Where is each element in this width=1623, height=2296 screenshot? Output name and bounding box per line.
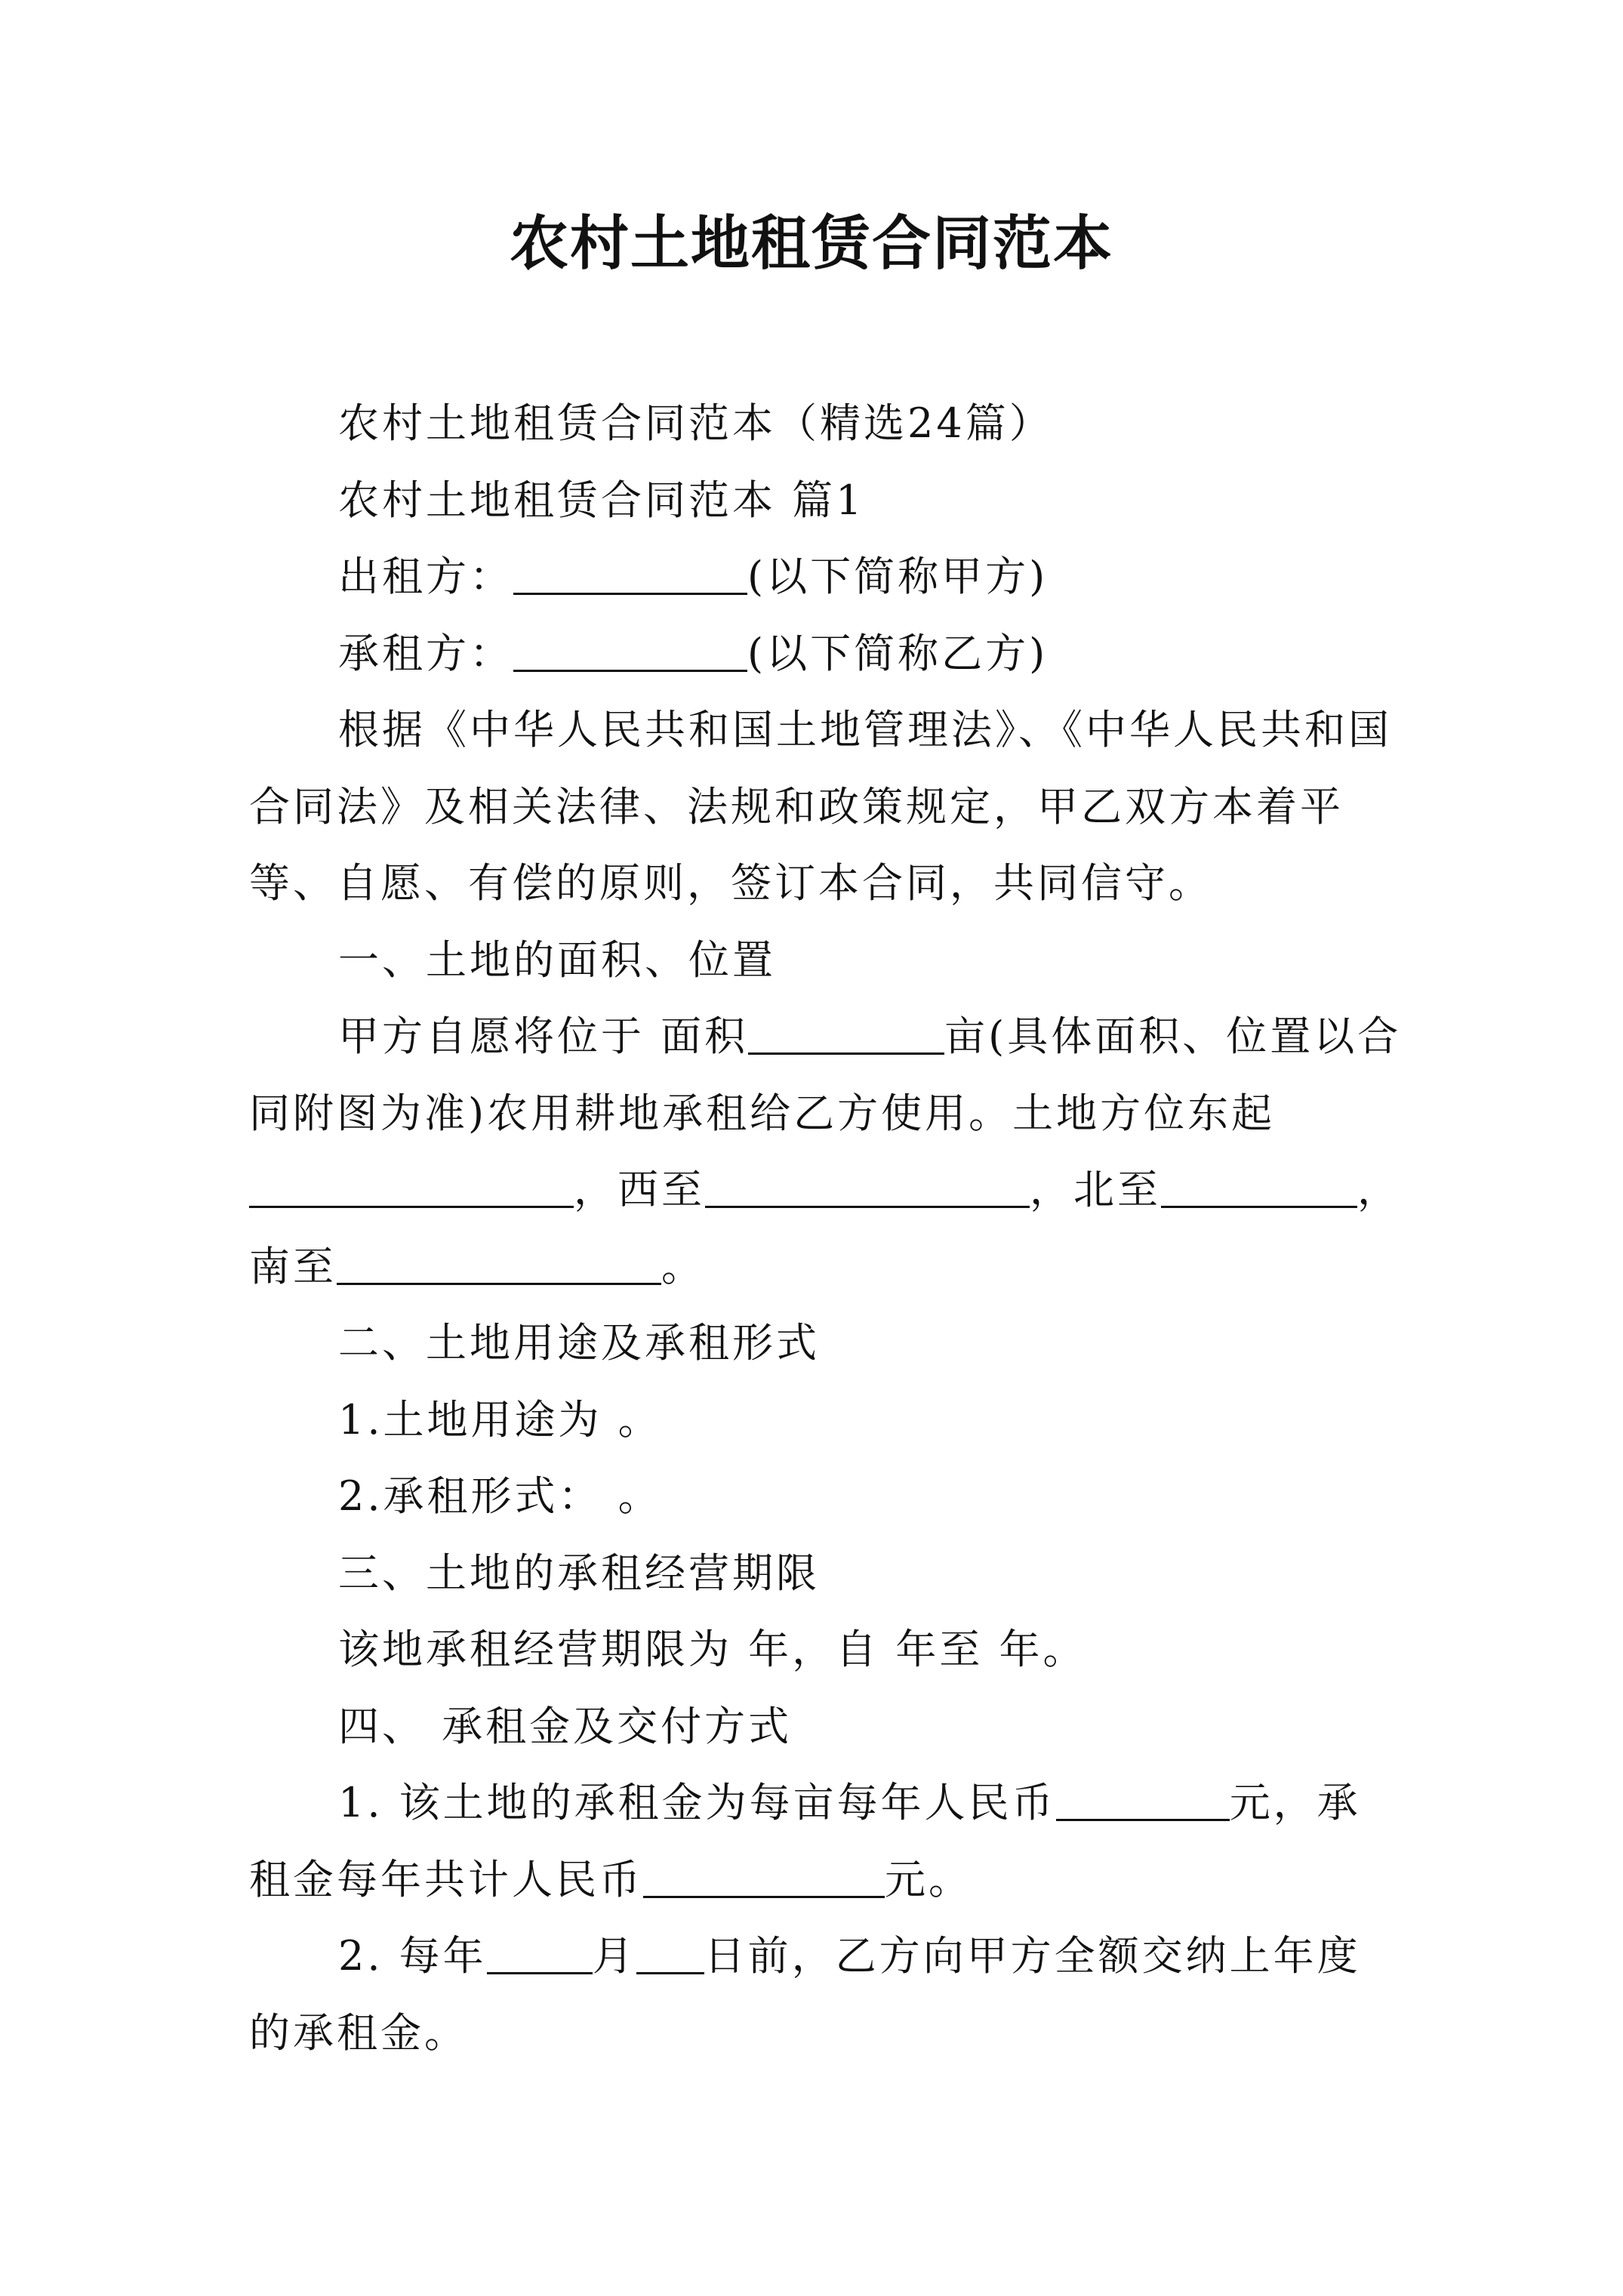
clause4-title: 四、 承租金及交付方式 bbox=[338, 1702, 793, 1750]
lessor-label: 出租方： bbox=[338, 553, 513, 600]
total-rent-blank bbox=[643, 1857, 885, 1898]
clause2-title: 二、土地用途及承租形式 bbox=[338, 1319, 820, 1367]
clause4-item2-a: 2. 每年 bbox=[338, 1932, 487, 1980]
per-mu-rent-blank bbox=[1056, 1780, 1230, 1821]
lessee-blank bbox=[513, 630, 747, 672]
clause1-north: ，北至 bbox=[1030, 1166, 1161, 1213]
clause1-end: 。 bbox=[661, 1242, 705, 1290]
clause3-text: 该地承租经营期限为 年，自 年至 年。 bbox=[338, 1626, 1087, 1673]
clause1-text-b: 亩(具体面积、位置以合同附图为准)农用耕地承租给乙方使用。土地方位东起 bbox=[249, 1012, 1402, 1137]
clause4-item2-b: 月 bbox=[592, 1932, 636, 1980]
document-title: 农村土地租赁合同范本 bbox=[509, 209, 1113, 278]
clause4-item1-c: 元。 bbox=[885, 1855, 972, 1903]
clause4-item1 bbox=[249, 1764, 1404, 1918]
clause4-item2 bbox=[249, 1918, 1404, 2071]
clause1-title: 一、土地的面积、位置 bbox=[338, 935, 776, 984]
clause1-comma: ， bbox=[1357, 1166, 1401, 1213]
clause1-text-a: 甲方自愿将位于 面积 bbox=[338, 1012, 749, 1060]
subtitle: 农村土地租赁合同范本（精选24篇） bbox=[338, 399, 1053, 447]
document-body bbox=[249, 385, 1404, 2071]
west-blank bbox=[705, 1166, 1030, 1208]
section-heading: 农村土地租赁合同范本 篇1 bbox=[338, 476, 865, 524]
preamble-paragraph: 根据《中华人民共和国土地管理法》、《中华人民共和国合同法》及相关法律、法规和政策规定，甲乙双方本着平等、自愿、有偿的原则，签订本合同，共同信守。 bbox=[249, 706, 1392, 907]
clause1-paragraph bbox=[249, 998, 1404, 1305]
clause2-item1: 1.土地用途为 。 bbox=[338, 1395, 662, 1444]
south-blank bbox=[337, 1244, 661, 1285]
area-blank bbox=[748, 1013, 944, 1055]
clause4-item1-b: 元，承租金每年共计人民币 bbox=[249, 1779, 1361, 1903]
east-blank bbox=[249, 1166, 574, 1208]
lessor-suffix: (以下简称甲方) bbox=[747, 553, 1049, 600]
clause1-west: ，西至 bbox=[574, 1166, 705, 1213]
lessor-blank bbox=[513, 553, 747, 595]
clause3-title: 三、土地的承租经营期限 bbox=[338, 1549, 820, 1597]
clause2-item2: 2.承租形式： 。 bbox=[338, 1472, 662, 1520]
north-blank bbox=[1161, 1166, 1357, 1208]
clause1-south: 南至 bbox=[249, 1242, 337, 1290]
lessee-line bbox=[249, 615, 1404, 692]
lessee-label: 承租方： bbox=[338, 629, 513, 677]
day-blank bbox=[636, 1933, 704, 1974]
lessee-suffix: (以下简称乙方) bbox=[747, 629, 1049, 677]
clause4-item1-a: 1. 该土地的承租金为每亩每年人民币 bbox=[338, 1779, 1056, 1826]
lessor-line bbox=[249, 538, 1404, 615]
month-blank bbox=[487, 1933, 593, 1974]
clause4-item2-c: 日前，乙方向甲方全额交纳上年度的承租金。 bbox=[249, 1932, 1361, 2057]
